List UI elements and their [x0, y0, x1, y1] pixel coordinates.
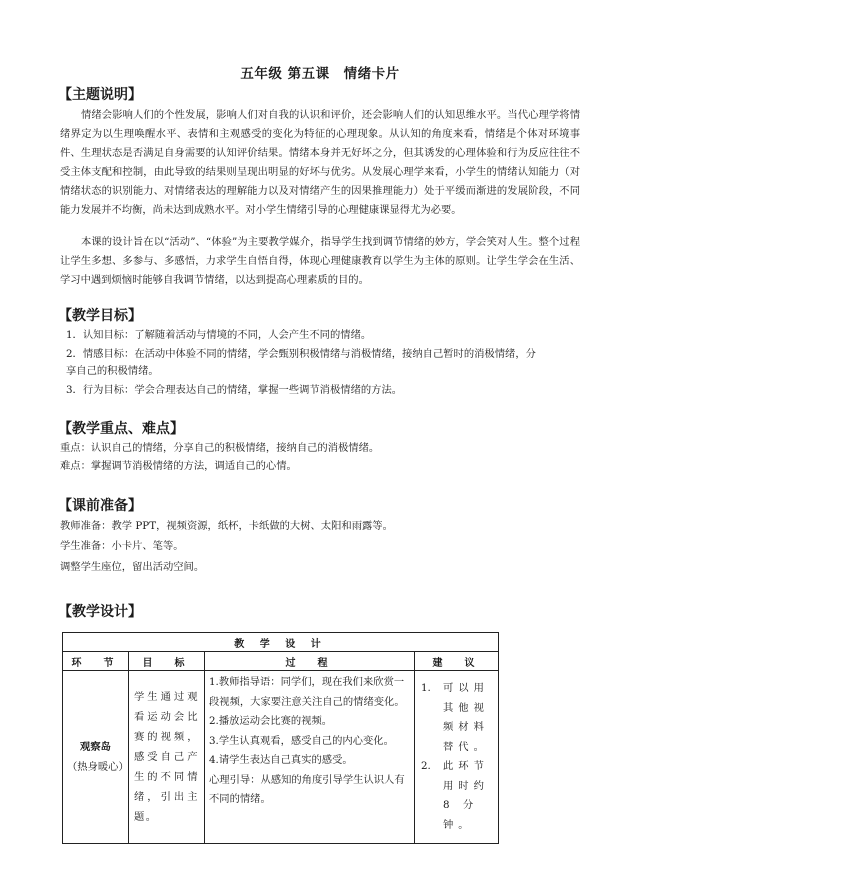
goal-item: 享自己的积极情绪。 — [66, 365, 159, 377]
focus-text: 重点：认识自己的情绪，分享自己的积极情绪，接纳自己的消极情绪。 — [60, 442, 380, 454]
suggestion-number: 1. — [421, 682, 431, 694]
goal-item: 2．情感目标：在活动中体验不同的情绪，学会甄别积极情绪与消极情绪，接纳自己暂时的消极情绪，分 — [66, 348, 536, 360]
goal-cell: 学生通过观看运动会比赛的视频，感受自己产生的不同情绪，引出主题。 — [129, 671, 205, 844]
stage-cell — [63, 671, 129, 844]
theme-paragraph-2: 本课的设计旨在以“活动”、“体验”为主要教学媒介，指导学生找到调节情绪的妙方，学会笑对人生。整个过程让学生多想、多参与、多感悟，力求学生自悟自得，体现心理健康教育以学生为主体的原则。让学生学会在生活、学习中遇到烦恼时能够自我调节情绪，以达到提高心理素质的目的。 — [60, 236, 580, 286]
prep-heading: 【课前准备】 — [58, 498, 142, 514]
stage-subtitle: （热身暖心） — [67, 761, 129, 773]
suggestion-number: 2. — [421, 760, 431, 772]
difficulty-text: 难点：掌握调节消极情绪的方法，调适自己的心情。 — [60, 460, 297, 472]
process-guidance: 心理引导：从感知的角度引导学生认识人有不同的情绪。 — [209, 773, 405, 805]
process-step: 4.请学生表达自己真实的感受。 — [209, 754, 353, 766]
goal-item: 1．认知目标：了解随着活动与情境的不同，人会产生不同的情绪。 — [66, 329, 372, 341]
document-title: 五年级 第五课 情绪卡片 — [240, 66, 400, 82]
keypoints-heading: 【教学重点、难点】 — [58, 421, 184, 437]
table-row — [63, 671, 499, 844]
process-cell — [205, 671, 415, 844]
suggestion-item — [421, 679, 492, 757]
design-table — [62, 632, 499, 844]
column-header: 过 程 — [205, 652, 415, 671]
goals-heading: 【教学目标】 — [58, 308, 142, 324]
table-caption-row — [63, 633, 499, 652]
process-step: 1.教师指导语：同学们，现在我们来欣赏一段视频，大家要注意关注自己的情绪变化。 — [209, 676, 405, 708]
table-header-row — [63, 652, 499, 671]
stage-name: 观察岛 — [80, 741, 111, 753]
theme-paragraph-1: 情绪会影响人们的个性发展，影响人们对自我的认识和评价，还会影响人们的认知思维水平。当代心理学将情绪界定为以生理唤醒水平、表情和主观感受的变化为特征的心理现象。从认知的角度来看，情绪是个体对环境事件、生理状态是否满足自身需要的认知评价结果。情绪本身并无好坏之分，但其诱发的心理体验和行为反应往往不受主体支配和控制，由此导致的结果则呈现出明显的好坏与优劣。从发展心理学来看，小学生的情绪认知能力（对情绪状态的识别能力、对情绪表达的理解能力以及对情绪产生的因果推理能力）处于平缓而渐进的发展阶段，不同能力发展并不均衡，尚未达到成熟水平。对小学生情绪引导的心理健康课显得尤为必要。 — [60, 109, 580, 216]
teacher-prep: 教师准备：教学 PPT，视频资源，纸杯，卡纸做的大树、太阳和雨露等。 — [60, 520, 393, 532]
table-caption: 教 学 设 计 — [63, 633, 499, 652]
goal-item: 3．行为目标：学会合理表达自己的情绪，掌握一些调节消极情绪的方法。 — [66, 384, 403, 396]
suggestion-cell — [415, 671, 499, 844]
column-header: 环 节 — [63, 652, 129, 671]
process-step: 3.学生认真观看，感受自己的内心变化。 — [209, 734, 394, 747]
column-header: 目 标 — [129, 652, 205, 671]
process-step: 2.播放运动会比赛的视频。 — [209, 715, 333, 727]
seating-prep: 调整学生座位，留出活动空间。 — [60, 561, 205, 573]
design-heading: 【教学设计】 — [58, 604, 142, 620]
suggestion-item — [421, 757, 492, 835]
theme-heading: 【主题说明】 — [58, 87, 142, 103]
column-header: 建 议 — [415, 652, 499, 671]
student-prep: 学生准备：小卡片、笔等。 — [60, 540, 184, 552]
suggestion-text: 可以用其他视频材料替代。 — [443, 682, 489, 753]
suggestion-text: 此环节用时约 8 分钟。 — [443, 760, 489, 831]
